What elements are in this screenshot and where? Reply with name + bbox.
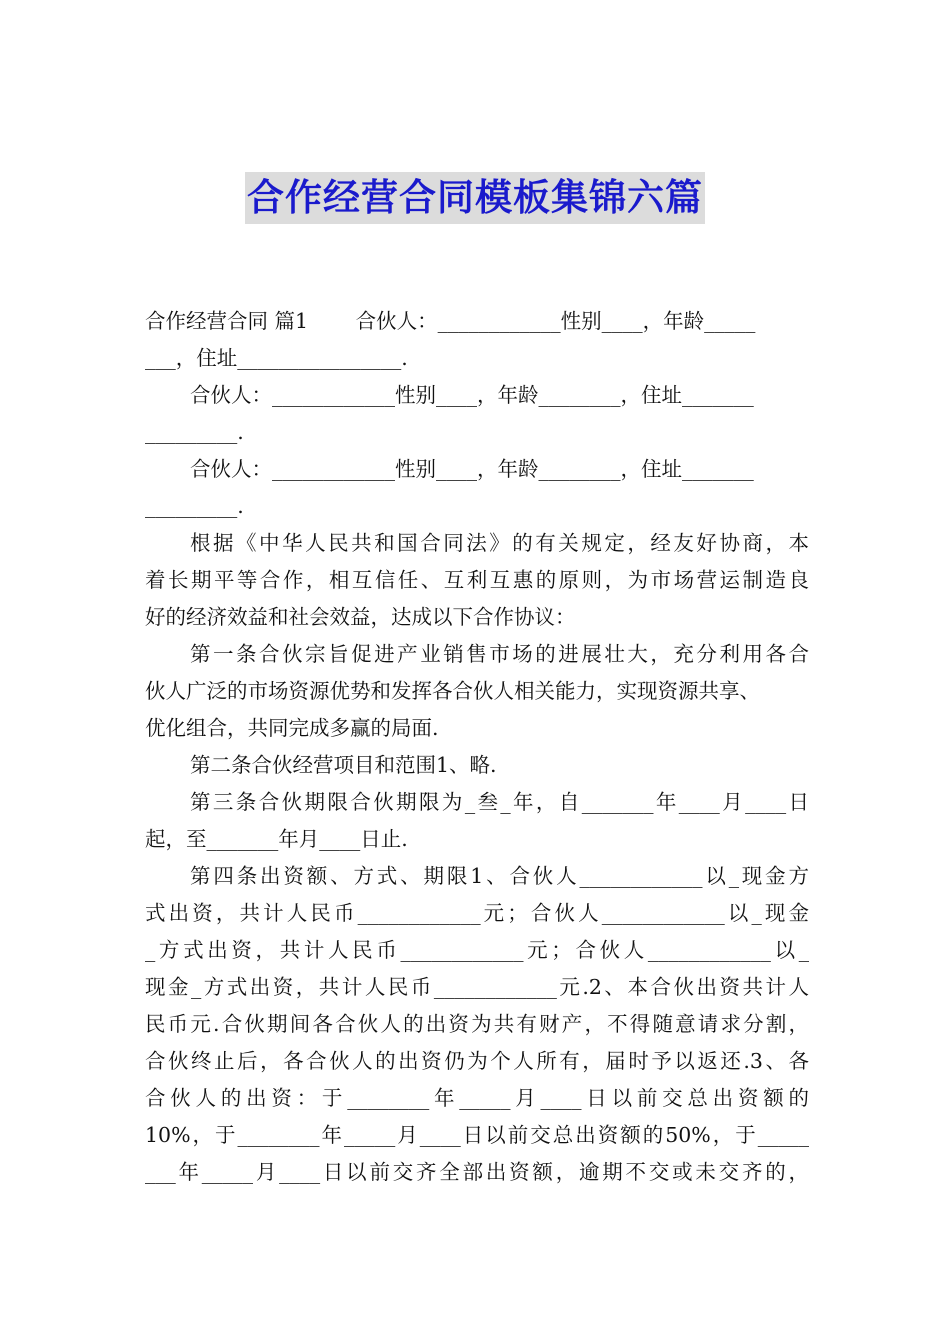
document-body <box>145 303 809 1191</box>
text-line: _________. <box>145 420 244 444</box>
text-line: ___年_____月____日以前交齐全部出资额，逾期不交或未交齐的， <box>145 1160 809 1184</box>
text-line: 着长期平等合作，相互信任、互利互惠的原则，为市场营运制造良 <box>145 568 809 592</box>
text-line: 现金_方式出资，共计人民币____________元.2、本合伙出资共计人 <box>145 975 809 999</box>
text-line: 合作经营合同 篇1 合伙人：____________性别____，年龄_____ <box>145 309 756 333</box>
text-line: 第四条出资额、方式、期限1、合伙人____________以_现金方 <box>190 864 809 888</box>
text-line: 第一条合伙宗旨促进产业销售市场的进展壮大，充分利用各合 <box>190 642 809 666</box>
text-line: 式出资，共计人民币____________元；合伙人____________以_现金 <box>145 901 809 925</box>
text-line: _________. <box>145 494 244 518</box>
title-block <box>0 172 950 224</box>
text-line: 合伙人：____________性别____，年龄________，住址_______ <box>190 383 754 407</box>
text-line: 第二条合伙经营项目和范围1、略. <box>190 753 497 777</box>
text-line: _方式出资，共计人民币____________元；合伙人____________以_ <box>145 938 809 962</box>
text-line: 10%，于________年_____月____日以前交总出资额的50%，于_____ <box>145 1123 809 1147</box>
text-line: 根据《中华人民共和国合同法》的有关规定，经友好协商，本 <box>190 531 809 555</box>
text-line: 合伙终止后，各合伙人的出资仍为个人所有，届时予以返还.3、各 <box>145 1049 809 1073</box>
document-title: 合作经营合同模板集锦六篇 <box>245 172 705 224</box>
text-line: ___，住址________________. <box>145 346 408 370</box>
text-line: 民币元.合伙期间各合伙人的出资为共有财产，不得随意请求分割， <box>145 1012 809 1036</box>
text-line: 第三条合伙期限合伙期限为_叁_年，自_______年____月____日 <box>190 790 809 814</box>
text-line: 伙人广泛的市场资源优势和发挥各合伙人相关能力，实现资源共享、 <box>145 679 760 703</box>
text-line: 合伙人的出资：于________年_____月____日以前交总出资额的 <box>145 1086 809 1110</box>
text-line: 好的经济效益和社会效益，达成以下合作协议： <box>145 605 576 629</box>
text-line: 起，至_______年月____日止. <box>145 827 408 851</box>
text-line: 优化组合，共同完成多赢的局面. <box>145 716 439 740</box>
text-line: 合伙人：____________性别____，年龄________，住址_______ <box>190 457 754 481</box>
